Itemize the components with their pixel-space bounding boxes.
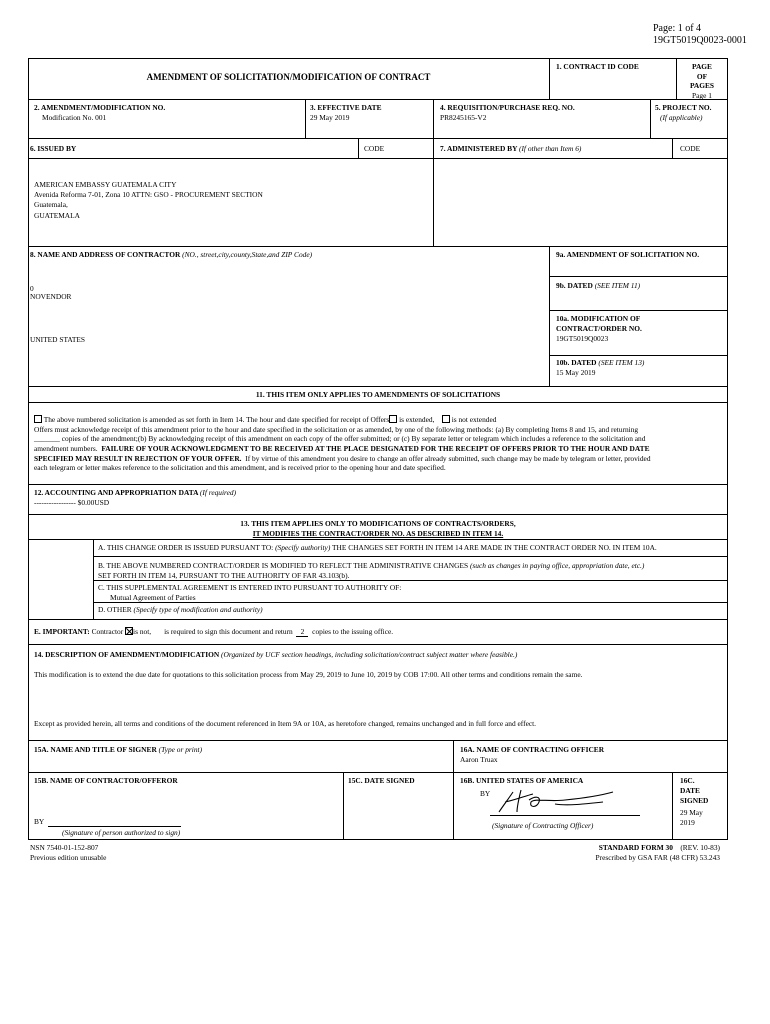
item10a-label: 10a. MODIFICATION OF CONTRACT/ORDER NO. 19GT5019Q0023 <box>556 314 642 343</box>
officer-by-label: BY <box>480 789 491 798</box>
item12-value: ----------------- $0.00USD <box>34 498 110 507</box>
item7-code: CODE <box>680 144 701 153</box>
item15b-label: 15B. NAME OF CONTRACTOR/OFFEROR <box>34 776 178 785</box>
item-e: E. IMPORTANT: Contractor is not, is required to sign this document and return 2 copies to the issuing office. <box>34 627 394 636</box>
page-number: Page: 1 of 4 <box>653 23 702 34</box>
item2-label: 2. AMENDMENT/MODIFICATION NO. <box>34 103 166 112</box>
extended-checkbox[interactable] <box>389 415 397 423</box>
is-not-checkbox[interactable] <box>125 627 133 635</box>
item13d: D. OTHER (Specify type of modification and authority) <box>98 605 263 614</box>
officer-signature <box>495 782 630 816</box>
item5-note: (If applicable) <box>660 113 703 122</box>
item3-label: 3. EFFECTIVE DATE <box>310 103 382 112</box>
item13c: C. THIS SUPPLEMENTAL AGREEMENT IS ENTERED INTO PURSUANT TO AUTHORITY OF: Mutual Agreement of Parties <box>98 583 402 602</box>
contractor-name: NOVENDOR <box>30 292 72 301</box>
contracting-officer-name: Aaron Truax <box>460 755 498 764</box>
item6-label: 6. ISSUED BY <box>30 144 77 153</box>
footer-nsn: NSN 7540-01-152-807 Previous edition unusable <box>30 843 107 862</box>
item10b-label: 10b. DATED (SEE ITEM 13) <box>556 358 645 367</box>
contractor-line1: 0 <box>30 284 34 293</box>
not-extended-checkbox[interactable] <box>442 415 450 423</box>
item15c-label: 15C. DATE SIGNED <box>348 776 415 785</box>
issued-by-address: AMERICAN EMBASSY GUATEMALA CITY Avenida Reforma 7-01, Zona 10 ATTN: GSO - PROCUREMENT SECTION Guatemala, GUATEMALA <box>34 180 263 220</box>
officer-signature-note: (Signature of Contracting Officer) <box>492 821 594 830</box>
item13-header: 13. THIS ITEM APPLIES ONLY TO MODIFICATIONS OF CONTRACTS/ORDERS, IT MODIFIES THE CONTRACT/ORDER NO. AS DESCRIBED IN ITEM 14. <box>240 519 516 538</box>
item4-label: 4. REQUISITION/PURCHASE REQ. NO. <box>440 103 575 112</box>
item8-label: 8. NAME AND ADDRESS OF CONTRACTOR (NO., street,city,county,State,and ZIP Code) <box>30 250 313 259</box>
item1-label: 1. CONTRACT ID CODE <box>556 62 639 71</box>
item14-footer: Except as provided herein, all terms and conditions of the document referenced in Item 9A or 10A, as heretofore changed, remains unchanged and in full force and effect. <box>34 719 537 728</box>
footer-form: STANDARD FORM 30 (REV. 10-83) Prescribed by GSA FAR (48 CFR) 53.243 <box>595 843 720 862</box>
item3-value: 29 May 2019 <box>310 113 350 122</box>
item14-label: 14. DESCRIPTION OF AMENDMENT/MODIFICATION (Organized by UCF section headings, including solicitation/contract subject matter where feasible.) <box>34 650 518 659</box>
item13b: B. THE ABOVE NUMBERED CONTRACT/ORDER IS MODIFIED TO REFLECT THE ADMINISTRATIVE CHANGES (such as changes in paying office, appropriation date, etc.) SET FORTH IN ITEM 14, PURSUANT TO THE AUTHORITY OF FAR 43.103(b). <box>98 561 645 580</box>
item9b-label: 9b. DATED (SEE ITEM 11) <box>556 281 641 290</box>
item6-code: CODE <box>364 144 385 153</box>
item9a-label: 9a. AMENDMENT OF SOLICITATION NO. <box>556 250 700 259</box>
form-title: AMENDMENT OF SOLICITATION/MODIFICATION OF CONTRACT <box>146 72 431 82</box>
item16c-label: 16C. DATE SIGNED 29 May 2019 <box>680 776 709 827</box>
item5-label: 5. PROJECT NO. <box>655 103 712 112</box>
contractor-by-label: BY <box>34 817 45 826</box>
item16a-label: 16A. NAME OF CONTRACTING OFFICER <box>460 745 605 754</box>
page-box-label: PAGE OF PAGES Page 1 <box>689 62 715 100</box>
item10b-value: 15 May 2019 <box>556 368 596 377</box>
contractor-signature-line[interactable] <box>48 826 181 827</box>
contractor-country: UNITED STATES <box>30 335 86 344</box>
item7-label: 7. ADMINISTERED BY (If other than Item 6) <box>440 144 582 153</box>
item2-value: Modification No. 001 <box>42 113 107 122</box>
amend-checkbox-1[interactable] <box>34 415 42 423</box>
item16b-label: 16B. UNITED STATES OF AMERICA <box>460 776 584 785</box>
item15a-label: 15A. NAME AND TITLE OF SIGNER (Type or print) <box>34 745 203 754</box>
item4-value: PR8245165-V2 <box>440 113 487 122</box>
item11-text: The above numbered solicitation is amended as set forth in Item 14. The hour and date specified for receipt of Offers is extended, is not extended Offers must acknowledge receipt of this amendment prior to the hour and date specified in the solicitation or as amended, by one of the following methods: (a) By completing Items 8 and 15, and returning _______ copies of the amendment;(b) By acknowledging receipt of this amendment on each copy of the offer submitted; or (c) By separate letter or telegram which includes a reference to the solicitation and amendment numbers. FAILURE OF YOUR ACKNOWLEDGMENT TO BE RECEIVED AT THE PLACE DESIGNATED FOR THE RECEIPT OF OFFERS PRIOR TO THE HOUR AND DATE SPECIFIED MAY RESULT IN REJECTION OF YOUR OFFER. If by virtue of this amendment you desire to change an offer already submitted, such change may be made by telegram or letter, provided each telegram or letter makes reference to the solicitation and this amendment, and is received prior to the opening hour and date specified. <box>34 415 651 473</box>
contractor-signature-note: (Signature of person authorized to sign) <box>62 828 181 837</box>
item14-body: This modification is to extend the due date for quotations to this solicitation process from May 29, 2019 to June 10, 2019 by COB 17:00. All other terms and conditions remain the same. <box>34 670 583 679</box>
item11-header: 11. THIS ITEM ONLY APPLIES TO AMENDMENTS OF SOLICITATIONS <box>255 390 501 399</box>
document-id: 19GT5019Q0023-0001 <box>653 35 747 46</box>
item12-label: 12. ACCOUNTING AND APPROPRIATION DATA (If required) <box>34 488 237 497</box>
item13a: A. THIS CHANGE ORDER IS ISSUED PURSUANT TO: (Specify authority) THE CHANGES SET FORTH IN ITEM 14 ARE MADE IN THE CONTRACT ORDER NO. IN ITEM 10A. <box>98 543 657 552</box>
